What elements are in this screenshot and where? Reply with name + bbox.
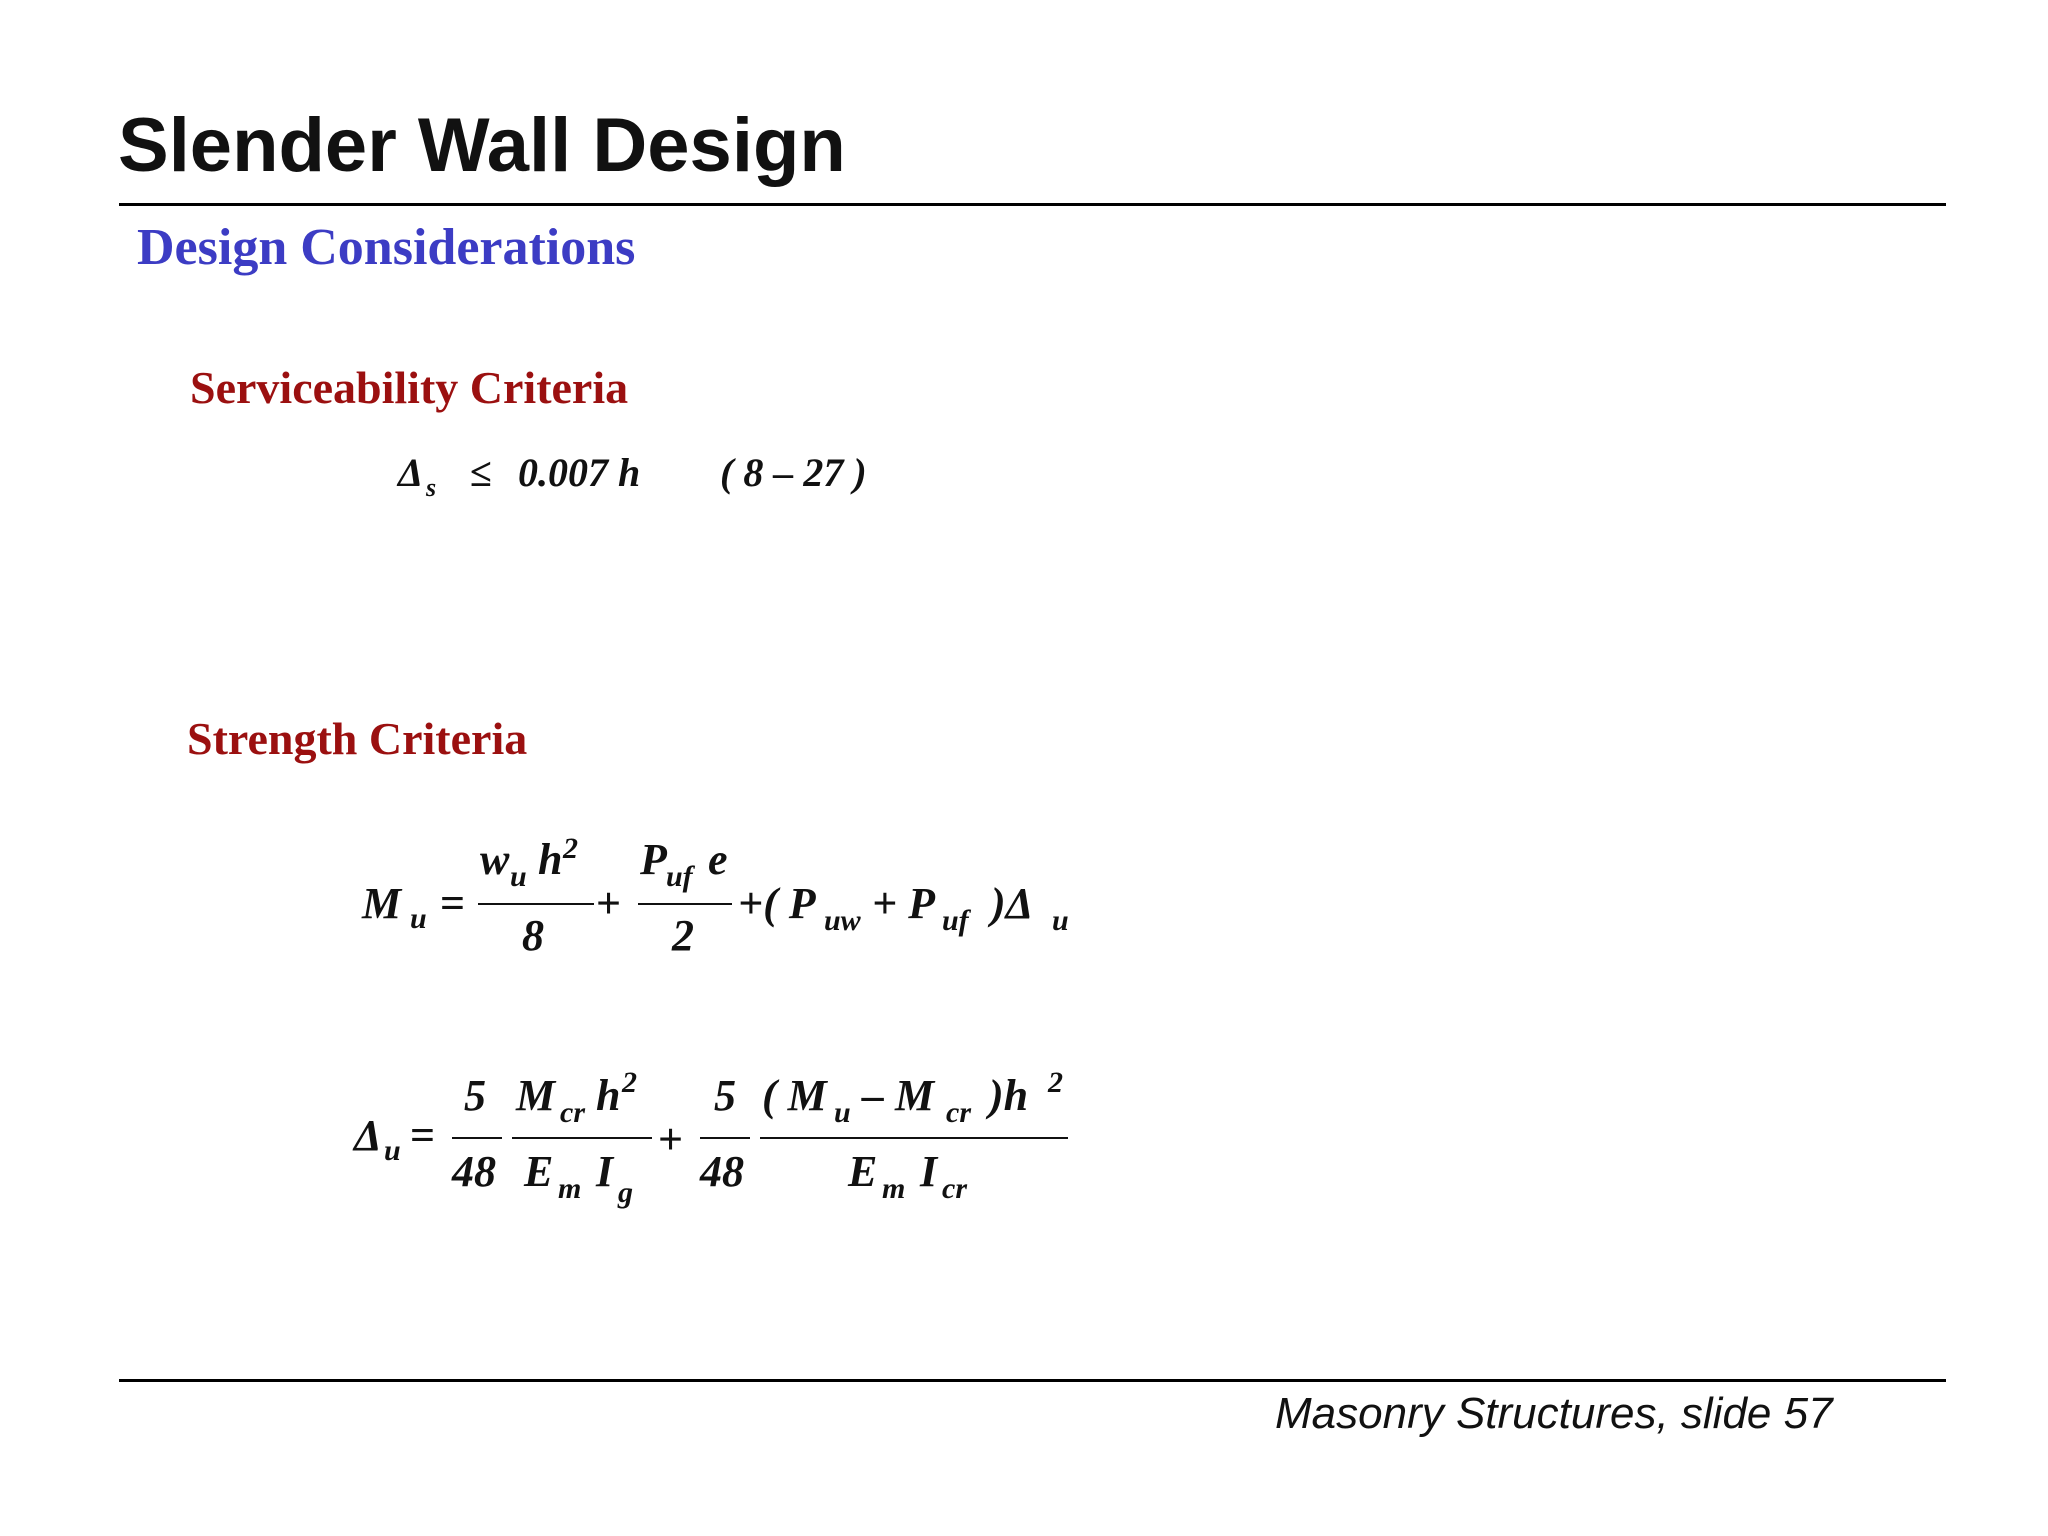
puf-subscript: uf [666,860,693,893]
icr-symbol: I [920,1147,938,1196]
f2-open: ( M [762,1071,827,1120]
footer-divider [119,1379,1946,1382]
f2-close: )h [978,1071,1029,1120]
em-symbol: E [524,1147,554,1196]
slide-footer: Masonry Structures, slide 57 [1275,1389,1833,1438]
coef1-numerator: 5 [464,1071,486,1120]
f2-minus: – M [862,1071,935,1120]
plus-sign: + [596,879,622,928]
h-symbol: h [538,835,563,884]
mcr-symbol: M [516,1071,556,1120]
plus-sign: + [658,1115,684,1164]
deflection-equation [352,1062,1092,1222]
eq-delta-symbol: Δ [398,450,424,495]
term3-plus: + P [872,879,935,928]
term2-denominator: 2 [672,911,694,960]
mu-subscript: u [834,1096,851,1129]
f2-exponent: 2 [1048,1066,1063,1099]
coef2-denominator: 48 [700,1147,744,1196]
h-symbol: h [596,1071,621,1120]
h-exponent: 2 [563,832,578,865]
delta-u-symbol: Δ [354,1111,382,1160]
icr-subscript: cr [942,1172,967,1205]
strength-heading: Strength Criteria [187,713,528,764]
term1-denominator: 8 [522,911,544,960]
coef2-numerator: 5 [714,1071,736,1120]
mu-symbol: M [362,879,402,928]
delta-u-lhs-subscript: u [384,1134,401,1167]
ig-subscript: g [618,1176,633,1209]
eq-number: ( 8 – 27 ) [720,450,867,495]
eq-less-equal: ≤ [470,450,492,495]
e-symbol: e [708,835,728,884]
mcr2-subscript: cr [946,1096,971,1129]
eq-limit: 0.007 h [518,450,641,495]
slide-title: Slender Wall Design [118,103,846,188]
mcr-subscript: cr [560,1096,585,1129]
puf2-subscript: uf [942,904,969,937]
mu-subscript: u [410,902,427,935]
em2-symbol: E [848,1147,878,1196]
h-exponent: 2 [622,1066,637,1099]
delta-u-subscript: u [1052,904,1069,937]
puf-symbol: P [640,835,667,884]
coef1-denominator: 48 [452,1147,496,1196]
title-divider [119,203,1946,206]
term3-close: )Δ [980,879,1034,928]
em2-subscript: m [882,1172,906,1205]
ig-symbol: I [596,1147,614,1196]
puw-subscript: uw [824,904,861,937]
wu-symbol: w [480,835,510,884]
equals-sign: = [410,1111,436,1160]
eq-delta-subscript: s [426,473,437,502]
wu-subscript: u [510,860,527,893]
equals-sign: = [440,879,466,928]
slide-subtitle: Design Considerations [137,219,636,276]
moment-equation [360,830,1100,970]
serviceability-equation [390,440,910,510]
term3-open: +( P [738,879,816,928]
em-subscript: m [558,1172,582,1205]
serviceability-heading: Serviceability Criteria [190,362,629,413]
